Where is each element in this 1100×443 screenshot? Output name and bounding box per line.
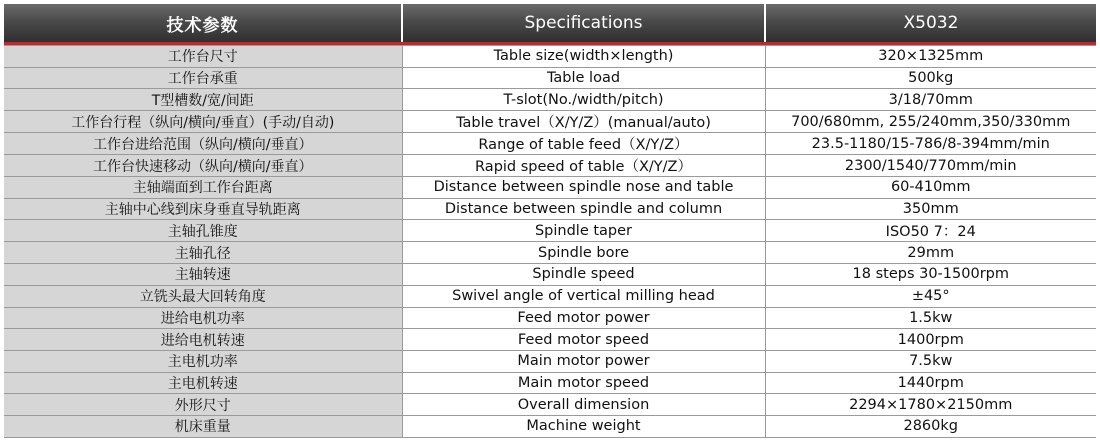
param-value-cell: 23.5-1180/15-786/8-394mm/min: [765, 133, 1096, 155]
param-en-cell: Table travel（X/Y/Z）(manual/auto): [402, 111, 765, 133]
table-row: [4, 67, 1096, 89]
param-cn-cell: 进给电机功率: [4, 307, 402, 329]
param-en-cell: T-slot(No./width/pitch): [402, 89, 765, 111]
param-cn-cell: 主轴端面到工作台距离: [4, 177, 402, 199]
param-en-cell: Feed motor speed: [402, 329, 765, 351]
param-value-cell: 2860kg: [765, 415, 1096, 437]
table-row: [4, 177, 1096, 199]
param-value-cell: 350mm: [765, 198, 1096, 220]
param-cn-cell: 工作台尺寸: [4, 46, 402, 68]
param-cn-cell: 工作台进给范围（纵向/横向/垂直）: [4, 133, 402, 155]
param-value-cell: 60-410mm: [765, 177, 1096, 199]
param-value-cell: ±45°: [765, 285, 1096, 307]
param-value-cell: 1440rpm: [765, 372, 1096, 394]
table-row: [4, 350, 1096, 372]
param-value-cell: 2300/1540/770mm/min: [765, 155, 1096, 177]
param-value-cell: 500kg: [765, 67, 1096, 89]
table-body: [4, 42, 1096, 437]
param-value-cell: 1400rpm: [765, 329, 1096, 351]
param-en-cell: Feed motor power: [402, 307, 765, 329]
param-en-cell: Range of table feed（X/Y/Z）: [402, 133, 765, 155]
param-en-cell: Swivel angle of vertical milling head: [402, 285, 765, 307]
param-en-cell: Rapid speed of table（X/Y/Z）: [402, 155, 765, 177]
param-en-cell: Distance between spindle and column: [402, 198, 765, 220]
param-cn-cell: 工作台承重: [4, 67, 402, 89]
param-cn-cell: T型槽数/宽/间距: [4, 89, 402, 111]
param-value-cell: 1.5kw: [765, 307, 1096, 329]
table-row: [4, 242, 1096, 264]
param-value-cell: 3/18/70mm: [765, 89, 1096, 111]
param-en-cell: Overall dimension: [402, 394, 765, 416]
param-en-cell: Spindle speed: [402, 264, 765, 286]
table-row: [4, 220, 1096, 242]
table-row: [4, 198, 1096, 220]
spec-table: [4, 4, 1096, 438]
param-value-cell: 320×1325mm: [765, 46, 1096, 68]
param-value-cell: ISO50 7：24: [765, 220, 1096, 242]
table-row: [4, 285, 1096, 307]
table-row: [4, 111, 1096, 133]
header-en: Specifications: [402, 4, 765, 42]
param-en-cell: Spindle bore: [402, 242, 765, 264]
param-en-cell: Main motor power: [402, 350, 765, 372]
param-en-cell: Main motor speed: [402, 372, 765, 394]
table-row: [4, 155, 1096, 177]
param-en-cell: Spindle taper: [402, 220, 765, 242]
param-en-cell: Table load: [402, 67, 765, 89]
header-model: X5032: [765, 4, 1096, 42]
param-value-cell: 18 steps 30-1500rpm: [765, 264, 1096, 286]
table-row: [4, 372, 1096, 394]
param-en-cell: Machine weight: [402, 415, 765, 437]
param-cn-cell: 机床重量: [4, 415, 402, 437]
param-en-cell: Table size(width×length): [402, 46, 765, 68]
param-cn-cell: 工作台快速移动（纵向/横向/垂直）: [4, 155, 402, 177]
param-en-cell: Distance between spindle nose and table: [402, 177, 765, 199]
table-row: [4, 46, 1096, 68]
table-row: [4, 264, 1096, 286]
param-cn-cell: 主轴孔锥度: [4, 220, 402, 242]
table-row: [4, 307, 1096, 329]
param-cn-cell: 立铣头最大回转角度: [4, 285, 402, 307]
table-row: [4, 415, 1096, 437]
param-value-cell: 700/680mm, 255/240mm,350/330mm: [765, 111, 1096, 133]
param-cn-cell: 主轴孔径: [4, 242, 402, 264]
header-cn: 技术参数: [4, 4, 402, 42]
table-row: [4, 329, 1096, 351]
param-value-cell: 2294×1780×2150mm: [765, 394, 1096, 416]
table-row: [4, 394, 1096, 416]
param-cn-cell: 主电机转速: [4, 372, 402, 394]
table-header: [4, 4, 1096, 42]
param-cn-cell: 进给电机转速: [4, 329, 402, 351]
param-cn-cell: 外形尺寸: [4, 394, 402, 416]
param-cn-cell: 工作台行程（纵向/横向/垂直）(手动/自动): [4, 111, 402, 133]
param-cn-cell: 主轴中心线到床身垂直导轨距离: [4, 198, 402, 220]
table-row: [4, 133, 1096, 155]
table-row: [4, 89, 1096, 111]
param-cn-cell: 主电机功率: [4, 350, 402, 372]
param-value-cell: 7.5kw: [765, 350, 1096, 372]
param-value-cell: 29mm: [765, 242, 1096, 264]
param-cn-cell: 主轴转速: [4, 264, 402, 286]
